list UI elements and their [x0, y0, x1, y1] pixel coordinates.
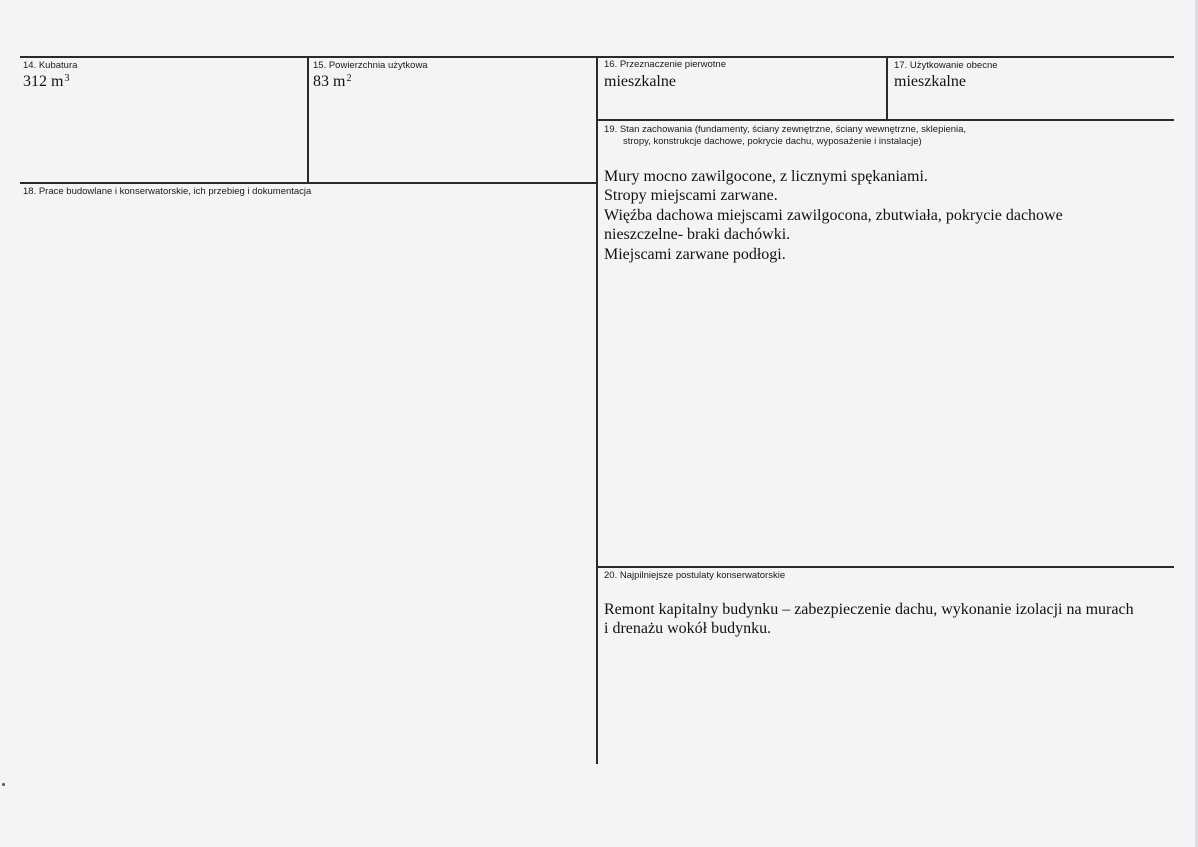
field-14-label: 14. Kubatura — [23, 60, 78, 71]
field-19-text — [604, 167, 1063, 264]
field-17-value: mieszkalne — [894, 73, 966, 90]
rule-above-20 — [596, 566, 1174, 568]
field-16-value: mieszkalne — [604, 73, 676, 90]
field-16-label: 16. Przeznaczenie pierwotne — [604, 59, 726, 70]
field-14-value — [23, 72, 69, 91]
field-20-text — [604, 600, 1134, 639]
field-15-number: 83 m — [313, 73, 346, 90]
rule-above-18 — [20, 182, 598, 184]
field-19-line: nieszczelne- braki dachówki. — [604, 226, 791, 244]
divider-16-17 — [886, 56, 888, 120]
paper-speck — [2, 783, 5, 786]
field-14-exponent: 3 — [64, 73, 70, 84]
field-18-label: 18. Prace budowlane i konserwatorskie, ich przebieg i dokumentacja — [23, 186, 312, 197]
field-19-line: Więźba dachowa miejscami zawilgocona, zbutwiała, pokrycie dachowe — [604, 206, 1063, 224]
field-19-line: Miejscami zarwane podłogi. — [604, 245, 786, 263]
field-15-value — [313, 72, 351, 91]
field-14-number: 312 m — [23, 73, 64, 90]
field-15-exponent: 2 — [346, 73, 352, 84]
field-17-label: 17. Użytkowanie obecne — [894, 60, 998, 71]
main-divider — [596, 56, 598, 764]
divider-14-15 — [307, 56, 309, 183]
field-20-line: Remont kapitalny budynku – zabezpieczenie dachu, wykonanie izolacji na murach — [604, 601, 1134, 618]
field-20-line: i drenażu wokół budynku. — [604, 620, 772, 638]
field-19-line: Stropy miejscami zarwane. — [604, 187, 778, 205]
field-15-label: 15. Powierzchnia użytkowa — [313, 60, 428, 71]
field-19-line: Mury mocno zawilgocone, z licznymi spękaniami. — [604, 168, 928, 185]
field-19-label-line1: 19. Stan zachowania (fundamenty, ściany zewnętrzne, ściany wewnętrzne, sklepienia, — [604, 124, 967, 135]
rule-above-19 — [596, 119, 1174, 121]
field-20-label: 20. Najpilniejsze postulaty konserwatorskie — [604, 570, 786, 581]
field-19-label-line2: stropy, konstrukcje dachowe, pokrycie dachu, wyposażenie i instalacje) — [623, 136, 922, 147]
